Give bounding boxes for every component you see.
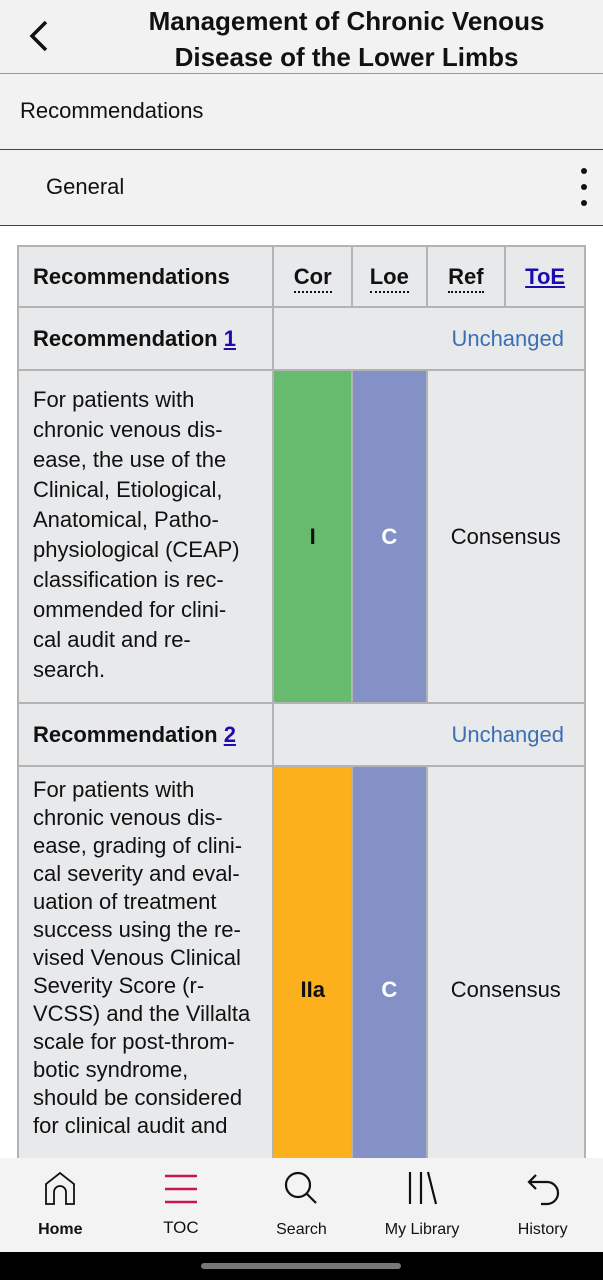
status-badge: Unchanged <box>273 703 585 766</box>
nav-history[interactable]: History <box>482 1158 603 1252</box>
section-title: General <box>46 174 125 199</box>
breadcrumb-recommendations[interactable]: Recommendations <box>0 74 603 150</box>
nav-home[interactable]: Home <box>0 1158 121 1252</box>
recommendations-table <box>17 245 586 1215</box>
reference: Consensus <box>427 370 585 703</box>
top-bar <box>0 0 603 74</box>
header-recommendations: Recommendations <box>18 246 273 307</box>
recommendation-text: For patients with chronic venous dis- ease, the use of the Clinical, Etiological, Anatomical, Patho- physiological (CEAP) classification is rec- ommended for clini- cal audit and re- search. <box>18 370 273 703</box>
toc-menu-icon <box>163 1170 199 1206</box>
recommendation-number-link[interactable]: 2 <box>223 721 236 747</box>
header-loe[interactable]: Loe <box>370 264 409 293</box>
page-title: Management of Chronic Venous Disease of the Lower Limbs <box>148 6 545 72</box>
table-row <box>18 766 585 1214</box>
nav-toc[interactable]: TOC <box>121 1158 242 1252</box>
recommendation-title-row <box>18 703 585 766</box>
level-of-evidence: C <box>352 370 427 703</box>
more-options-icon[interactable] <box>581 168 589 216</box>
table-row <box>18 370 585 703</box>
back-arrow-icon[interactable] <box>22 16 62 56</box>
recommendation-label: Recommendation <box>33 325 224 351</box>
nav-my-library[interactable]: My Library <box>362 1158 483 1252</box>
recommendation-number-link[interactable]: 1 <box>223 325 236 351</box>
header-toe-link[interactable]: ToE <box>525 263 566 289</box>
system-navigation-bar <box>0 1252 603 1280</box>
recommendation-text: For patients with chronic venous dis- ease, grading of clini- cal severity and eval- uation of treatment success using the re- vised Venous Clinical Severity Score (r- VCSS) and the Villalta scale for post-throm- botic syndrome, should be considered for clinical audit and <box>18 766 273 1214</box>
bottom-navigation <box>0 1158 603 1252</box>
status-badge: Unchanged <box>273 307 585 370</box>
home-icon <box>42 1170 78 1206</box>
recommendation-label: Recommendation <box>33 721 224 747</box>
home-gesture-handle[interactable] <box>201 1263 401 1269</box>
recommendation-title-row <box>18 307 585 370</box>
reference: Consensus <box>427 766 585 1214</box>
table-header-row <box>18 246 585 307</box>
level-of-evidence: C <box>352 766 427 1214</box>
history-icon <box>525 1170 561 1206</box>
header-ref[interactable]: Ref <box>448 264 483 293</box>
header-cor[interactable]: Cor <box>294 264 332 293</box>
class-of-recommendation: IIa <box>273 766 352 1214</box>
breadcrumb-general[interactable] <box>0 150 603 226</box>
nav-search[interactable]: Search <box>241 1158 362 1252</box>
class-of-recommendation: I <box>273 370 352 703</box>
search-icon <box>283 1170 319 1206</box>
library-icon <box>404 1170 440 1206</box>
